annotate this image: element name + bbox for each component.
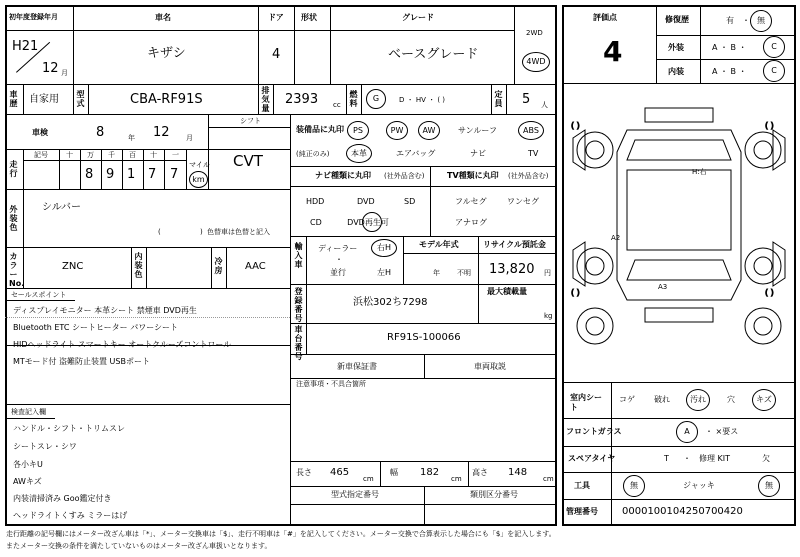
door-label: ドア	[268, 13, 284, 22]
exterior-color-label: 外装色	[9, 205, 18, 232]
mileage-h1: 万	[87, 151, 94, 159]
inspection-month-unit: 月	[186, 134, 193, 142]
ac: AAC	[245, 261, 266, 272]
management-label: 管理番号	[566, 507, 598, 516]
navi-dvd: DVD	[357, 197, 375, 206]
kg-unit: kg	[544, 312, 553, 320]
drive-4wd: 4WD	[522, 52, 550, 72]
exterior-label: 外装	[668, 43, 684, 52]
mileage-d4: 7	[170, 167, 179, 182]
navi-sub: (社外品含む)	[384, 172, 425, 180]
recycle-value: 13,820	[489, 262, 535, 277]
notes-label: 注意事項・不具合箇所	[296, 380, 366, 388]
repair-label: 修復歴	[665, 15, 689, 24]
navi-dvd-play-mark	[362, 212, 382, 232]
mileage-digits-label: 記号	[34, 151, 48, 159]
exterior-color-note-open: (	[158, 228, 161, 236]
fuel-gasoline: G	[366, 89, 386, 109]
model-label: 型式	[76, 90, 85, 108]
seat-tear: 破れ	[654, 395, 670, 404]
sales-line-3: HIDヘッドライト スマートキー オートクルーズコントロール	[13, 340, 232, 349]
svg-text:( ): ( )	[765, 121, 774, 130]
chassis-label: 車台番号	[294, 325, 303, 361]
glass-rest: ・ ×要ス	[705, 427, 739, 436]
import-dot: ・	[335, 255, 343, 264]
insp-line-5: 内装清掃済み Goo鑑定付き	[13, 494, 112, 503]
equip-pw: PW	[386, 121, 408, 140]
manual-label: 車両取説	[474, 362, 506, 371]
cc-unit: cc	[333, 101, 341, 109]
navi-sd: SD	[404, 197, 416, 206]
equipment-label: 装備品に丸印	[296, 125, 344, 134]
exterior-color: シルバー	[42, 202, 82, 213]
tv-fullseg: フルセグ	[455, 197, 487, 206]
reg-year: H21	[12, 39, 39, 54]
recycle-unit: 円	[544, 269, 551, 277]
capacity: 5	[522, 92, 531, 107]
tv-sub: (社外品含む)	[508, 172, 549, 180]
equip-ps: PS	[347, 121, 369, 140]
mileage-h3: 百	[129, 151, 136, 159]
seat-scratch: キズ	[752, 389, 776, 411]
equip-sunroof: サンルーフ	[458, 126, 497, 135]
repair-dot: ・	[742, 16, 750, 25]
sales-line-1: ディスプレイモニター 本革シート 禁煙車 DVD再生	[13, 306, 197, 315]
reg-year-label: 初年度登録年月	[9, 13, 58, 21]
registration-number: 浜松302ち7298	[353, 297, 428, 308]
length-unit: cm	[363, 475, 374, 483]
interior-grade-c: C	[763, 60, 785, 82]
grade-label: グレード	[402, 13, 434, 22]
inspection-year: 8	[96, 125, 105, 140]
length-label: 長さ	[296, 468, 312, 477]
import-parallel: 並行	[330, 268, 346, 277]
insp-line-1: ハンドル・シフト・トリムスレ	[13, 424, 125, 433]
mileage-d2: 1	[127, 167, 136, 182]
reg-month: 12	[42, 61, 59, 76]
seat-stain: 汚れ	[686, 389, 710, 411]
car-name-label: 車名	[155, 13, 171, 22]
import-label: 輸入車	[294, 242, 303, 269]
tv-label: TV種類に丸印	[447, 171, 499, 180]
exterior-grade-c: C	[763, 36, 785, 58]
model-year-label: モデル年式	[419, 240, 459, 249]
management-number: 0000100104250700420	[622, 506, 743, 517]
exterior-color-note-close: )	[200, 228, 203, 236]
mileage-d0: 8	[85, 167, 94, 182]
seat-hole: 穴	[727, 395, 735, 404]
width: 182	[420, 467, 440, 478]
inspection-month: 12	[153, 125, 170, 140]
repair-yes: 有	[726, 16, 734, 25]
fuel-label: 燃料	[349, 90, 358, 108]
car-damage-diagram	[565, 90, 793, 380]
drive-2wd: 2WD	[526, 29, 543, 37]
exterior-color-note: 色替車は色替と記入	[207, 228, 270, 236]
mileage-h0: 十	[66, 151, 73, 159]
svg-text:( ): ( )	[765, 288, 774, 297]
insp-line-3: 各小キU	[13, 460, 43, 469]
chassis-number: RF91S-100066	[387, 332, 461, 343]
import-dealer: ディーラー	[318, 244, 358, 253]
inspection-label: 車検	[32, 128, 48, 137]
navi-label: ナビ種類に丸印	[315, 171, 371, 180]
height: 148	[508, 467, 528, 478]
navi-dvd-play: DVD再生可	[347, 217, 389, 227]
height-unit: cm	[543, 475, 554, 483]
mileage-h2: 千	[108, 151, 115, 159]
diagram-mark-1: H:右	[692, 168, 707, 176]
glass-label: フロントガラス	[566, 427, 622, 436]
score: 4	[603, 35, 623, 68]
equip-abs: ABS	[518, 121, 544, 140]
interior-color-label: 内装色	[134, 252, 143, 279]
footer-line-2: またメーター交換の条件を満たしていないものはメーター改ざん車扱いとなります。	[6, 542, 272, 550]
svg-text:( ): ( )	[571, 288, 580, 297]
tools-label: 工具	[574, 481, 590, 490]
equip-leather: 本革	[346, 144, 372, 163]
shift-label: シフト	[240, 117, 261, 125]
spare-dot: ・	[683, 454, 691, 463]
model-year-unknown: 不明	[457, 269, 471, 277]
recycle-label: リサイクル預託金	[483, 240, 546, 249]
inspection-notes-label: 検査記入欄	[11, 408, 46, 416]
svg-text:( ): ( )	[571, 121, 580, 130]
width-label: 幅	[390, 468, 398, 477]
color-code: ZNC	[62, 261, 84, 272]
usage: 自家用	[29, 94, 59, 105]
usage-label: 車歴	[9, 90, 18, 108]
spare-label: スペアタイヤ	[568, 454, 616, 463]
designation-label: 型式指定番号	[331, 490, 379, 499]
spare-none: 欠	[762, 454, 770, 463]
tools-none: 無	[623, 475, 645, 497]
shift: CVT	[233, 152, 263, 170]
displacement-label: 排気量	[261, 86, 270, 113]
grade: ベースグレード	[388, 47, 479, 62]
mileage-d3: 7	[148, 167, 157, 182]
footer-line-1: 走行距離の記号欄にはメーター改ざん車は「*」、メーター交換車は「$」、走行不明車は「#」を記入してください。メーター交換で合算表示した場合にも「$」を記入します。	[6, 530, 556, 538]
seat-burn: コゲ	[619, 395, 635, 404]
registration-label: 登録番号	[294, 287, 303, 323]
max-load-label: 最大積載量	[487, 287, 527, 296]
inspection-year-unit: 年	[128, 134, 135, 142]
navi-hdd: HDD	[306, 197, 325, 206]
model-year-unit: 年	[433, 269, 440, 277]
score-label: 評価点	[593, 13, 617, 22]
mileage-d1: 9	[106, 167, 115, 182]
sales-line-4: MTモード付 盗難防止装置 USBポート	[13, 357, 150, 366]
jack-label: ジャッキ	[683, 481, 715, 490]
category-label: 類別区分番号	[470, 490, 518, 499]
month-unit: 月	[61, 69, 68, 77]
ac-label: 冷房	[214, 257, 223, 275]
equipment-sub: (純正のみ)	[296, 150, 330, 158]
navi-cd: CD	[310, 218, 322, 227]
model: CBA-RF91S	[130, 92, 203, 107]
capacity-label: 定員	[494, 90, 503, 108]
exterior-grades: A ・ B ・	[712, 43, 747, 52]
displacement: 2393	[285, 92, 319, 107]
glass-a: A	[676, 421, 698, 443]
warranty-label: 新車保証書	[337, 362, 377, 371]
insp-line-2: シートスレ・シワ	[13, 442, 77, 451]
seat-label: 室内シート	[570, 393, 602, 412]
shape-label: 形状	[301, 13, 317, 22]
import-right-hand: 右H	[371, 239, 397, 257]
mile-unit: マイル	[189, 161, 210, 169]
equip-navi: ナビ	[470, 149, 486, 158]
mileage-h4: 十	[150, 151, 157, 159]
sales-label: セールスポイント	[11, 291, 67, 299]
spare-t: T	[664, 454, 669, 463]
mileage-h5: 一	[172, 151, 179, 159]
import-left-hand: 左H	[377, 268, 392, 277]
fuel-options: D ・ HV ・ ( )	[399, 96, 446, 104]
interior-grades: A ・ B ・	[712, 67, 747, 76]
diagram-mark-2: A2	[611, 234, 621, 242]
tv-oneseg: ワンセグ	[507, 197, 539, 206]
spare-kit: 修理 KIT	[699, 454, 731, 463]
mileage-label: 走行	[9, 160, 18, 178]
length: 465	[330, 467, 350, 478]
diagram-mark-3: A3	[658, 283, 668, 291]
equip-aw: AW	[418, 121, 440, 140]
width-unit: cm	[451, 475, 462, 483]
km-unit: km	[189, 171, 208, 188]
insp-line-4: AWキズ	[13, 477, 42, 486]
jack-none: 無	[758, 475, 780, 497]
repair-none: 無	[750, 10, 772, 32]
sales-line-2: Bluetooth ETC シートヒーター パワーシート	[13, 323, 179, 332]
doors: 4	[272, 47, 281, 62]
height-label: 高さ	[472, 468, 488, 477]
tv-analog: アナログ	[455, 218, 487, 227]
equip-tv: TV	[528, 149, 539, 158]
car-name: キザシ	[147, 46, 186, 61]
insp-line-6: ヘッドライトくすみ ミラーはげ	[13, 511, 128, 520]
person-unit: 人	[541, 101, 548, 109]
equip-airbag: エアバッグ	[396, 149, 436, 158]
interior-label: 内装	[668, 67, 684, 76]
color-code-label: カラーNo.	[9, 252, 25, 288]
